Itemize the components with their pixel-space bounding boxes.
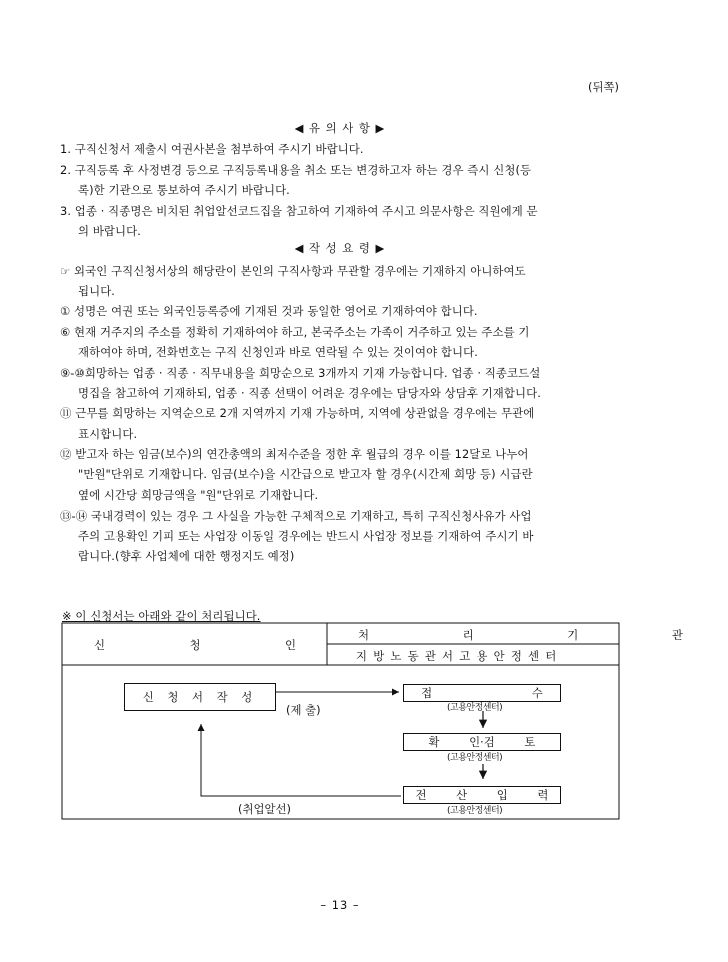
notes-title: ◀ 유 의 사 항 ▶ — [294, 121, 386, 135]
applicant-header — [94, 637, 296, 653]
data-entry-label: 전 산 입 력 — [415, 788, 549, 802]
review-box — [403, 733, 561, 751]
writing-line: 재하여야 하며, 전화번호는 구직 신청인과 바로 연락될 수 있는 것이여야 합니다. — [78, 345, 478, 359]
notes-line: 3. 업종 · 직종명은 비치된 취업알선코드집을 참고하여 기재하여 주시고 의문사항은 직원에게 문 — [60, 204, 538, 218]
data-entry-sub: (고용안정센터) — [447, 806, 503, 816]
writing-line: 옆에 시간당 희망금액을 "원"단위로 기재합니다. — [78, 488, 319, 502]
receipt-sub: (고용안정센터) — [447, 703, 503, 713]
writing-line: ☞ 외국인 구직신청서상의 해당란이 본인의 구직사항과 무관할 경우에는 기재하지 아니하여도 — [60, 264, 526, 278]
writing-line: 표시합니다. — [78, 427, 138, 441]
process-caption: ※ 이 신청서는 아래와 같이 처리됩니다. — [62, 609, 261, 623]
data-entry-box — [403, 786, 561, 804]
notes-line: 록)한 기관으로 통보하여 주시기 바랍니다. — [78, 183, 290, 197]
notes-line: 2. 구직등록 후 사정변경 등으로 구직등록내용을 취소 또는 변경하고자 하는 경우 즉시 신청(등 — [60, 163, 532, 177]
submit-label: (제 출) — [286, 703, 321, 717]
write-application-label: 신 청 서 작 성 — [142, 690, 258, 704]
writing-line: ⑪ 근무를 희망하는 지역순으로 2개 지역까지 기재 가능하며, 지역에 상관없을 경우에는 무관에 — [60, 406, 535, 420]
writing-line: 주의 고용확인 기피 또는 사업장 이동일 경우에는 반드시 사업장 정보를 기재하여 주시기 바 — [78, 529, 534, 543]
agency-name: 지방노동관서고용안정센터 — [356, 649, 563, 663]
placement-return-path — [201, 724, 401, 796]
placement-label: (취업알선) — [238, 802, 291, 816]
writing-line: ⑬-⑭ 국내경력이 있는 경우 그 사실을 가능한 구체적으로 기재하고, 특히 구직신청사유가 사업 — [60, 509, 532, 523]
review-sub: (고용안정센터) — [447, 753, 503, 763]
write-application-box — [124, 683, 276, 711]
page-number: – 13 – — [320, 898, 360, 912]
writing-line: ⑥ 현재 거주지의 주소를 정확히 기재하여야 하고, 본국주소는 가족이 거주하고 있는 주소를 기 — [60, 325, 530, 339]
writing-line: "만원"단위로 기재합니다. 임금(보수)을 시간급으로 받고자 할 경우(시간제 희망 등) 시급란 — [78, 467, 533, 481]
writing-line: ⑫ 받고자 하는 임금(보수)의 연간총액의 최저수준을 정한 후 월급의 경우 이를 12달로 나누어 — [60, 447, 529, 461]
writing-line: ① 성명은 여권 또는 외국인등록증에 기재된 것과 동일한 영어로 기재하여야 합니다. — [60, 304, 478, 318]
review-label: 확 인·검 토 — [428, 735, 536, 749]
back-side-label: (뒤쪽) — [588, 80, 619, 94]
notes-line: 의 바랍니다. — [78, 224, 141, 238]
writing-line: 됩니다. — [78, 284, 116, 298]
writing-line: 명집을 참고하여 기재하되, 업종 · 직종 선택이 어려운 경우에는 담당자와 상담후 기재합니다. — [78, 386, 541, 400]
notes-line: 1. 구직신청서 제출시 여권사본을 첨부하여 주시기 바랍니다. — [60, 142, 364, 156]
receipt-label: 접 수 — [421, 686, 543, 700]
applicant-header-text: 신 청 인 — [94, 638, 296, 652]
writing-line: ⑨-⑩희망하는 업종 · 직종 · 직무내용을 희망순으로 3개까지 기재 가능합니다. 업종 · 직종코드설 — [60, 366, 541, 380]
agency-header: 처 리 기 관 — [358, 628, 728, 642]
writing-title: ◀ 작 성 요 령 ▶ — [294, 241, 386, 255]
writing-line: 랍니다.(향후 사업체에 대한 행정지도 예정) — [78, 549, 295, 563]
